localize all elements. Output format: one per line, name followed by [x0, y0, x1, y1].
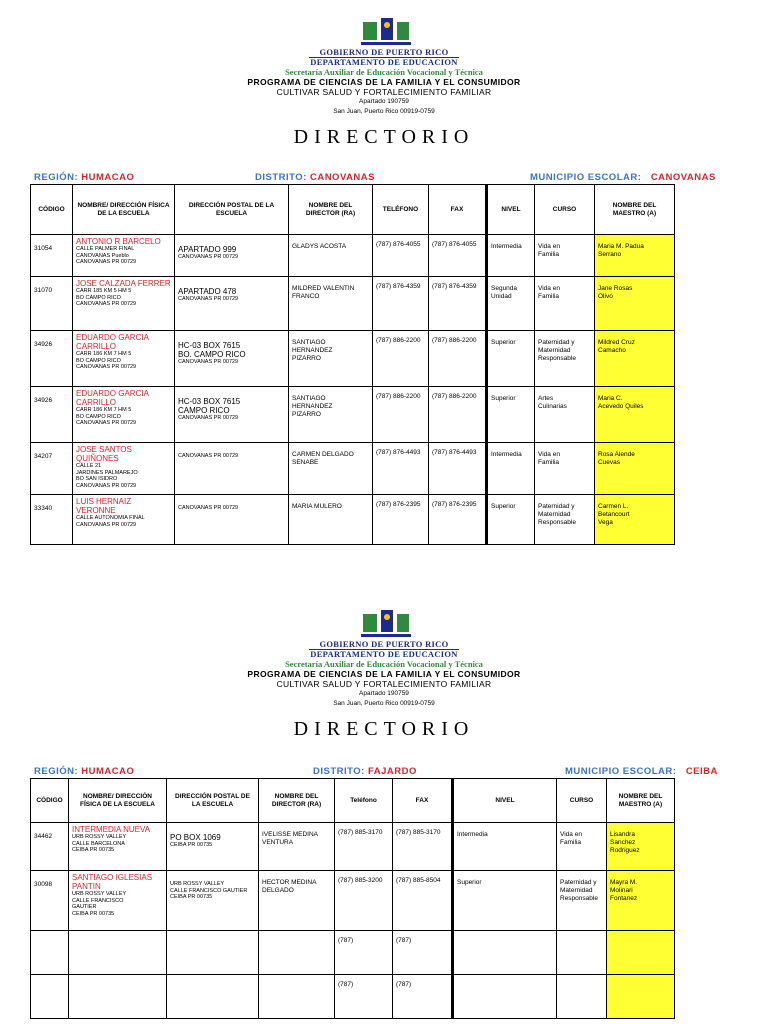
maestro-value: Mildred Cruz Camacho — [595, 331, 675, 387]
gov-title: GOBIERNO DE PUERTO RICO — [319, 47, 449, 57]
fax-value: (787) 885-3170 — [393, 823, 453, 871]
nivel-value: Intermedia — [487, 235, 535, 277]
postal-city: CANOVANAS PR 00729 — [178, 359, 239, 365]
school-cell — [69, 871, 167, 931]
fax-value: (787) — [393, 975, 453, 1019]
col-codigo: CÓDIGO — [31, 779, 69, 823]
postal-cell — [167, 823, 259, 871]
postal-city: CANOVANAS PR 00729 — [178, 296, 239, 302]
col-director: NOMBRE DEL DIRECTOR (RA) — [259, 779, 335, 823]
department-logo-icon — [359, 608, 413, 640]
telefono-value: (787) 876-4359 — [373, 277, 429, 331]
telefono-value: (787) 876-4493 — [373, 443, 429, 495]
fax-value: (787) 876-4055 — [429, 235, 487, 277]
school-code — [31, 931, 69, 975]
nivel-value: Superior — [453, 871, 557, 931]
municipio-label-1: MUNICIPIO ESCOLAR: CANOVANAS — [530, 172, 716, 183]
fax-value: (787) 885-8504 — [393, 871, 453, 931]
telefono-value: (787) — [335, 931, 393, 975]
school-cell — [73, 387, 175, 443]
school-cell — [69, 931, 167, 975]
postal-cell — [175, 443, 289, 495]
col-fax: FAX — [393, 779, 453, 823]
postal-city: URB ROSSY VALLEY CALLE FRANCISCO GAUTIER CEIBA PR 00735 — [170, 881, 248, 900]
col-nivel: NIVEL — [453, 779, 557, 823]
telefono-value: (787) 885-3170 — [335, 823, 393, 871]
distrito-value-2: FAJARDO — [367, 766, 417, 777]
table-row — [31, 277, 675, 331]
director-name: SANTIAGO HERNANDEZ PIZARRO — [289, 387, 373, 443]
postal-city: CANOVANAS PR 00729 — [178, 254, 239, 260]
curso-value — [557, 975, 607, 1019]
col-curso: CURSO — [535, 185, 595, 235]
nivel-value: Intermedia — [453, 823, 557, 871]
cultivar-subtitle: CULTIVAR SALUD Y FORTALECIMIENTO FAMILIAR — [276, 87, 492, 97]
postal-address: PO BOX 1069 — [170, 833, 221, 842]
table-row — [31, 443, 675, 495]
department-logo-icon — [359, 16, 413, 48]
fax-value: (787) 886-2200 — [429, 387, 487, 443]
school-name: ANTONIO R BARCELO — [76, 237, 161, 246]
school-code: 34926 — [31, 331, 73, 387]
region-value-1: HUMACAO — [81, 172, 135, 183]
curso-value: Artes Culinarias — [535, 387, 595, 443]
school-address: CARR 186 KM 7 HM 5 BO CAMPO RICO CANOVANAS PR 00729 — [76, 351, 137, 370]
school-address: CARR 185 KM 5 HM 5 BO CAMPO RICO CANOVANAS PR 00729 — [76, 288, 137, 307]
school-cell — [69, 975, 167, 1019]
maestro-value: Maria C. Acevedo Quiles — [595, 387, 675, 443]
curso-value: Vida en Familia — [557, 823, 607, 871]
nivel-value: Superior — [487, 387, 535, 443]
col-postal: DIRECCIÓN POSTAL DE LA ESCUELA — [167, 779, 259, 823]
col-nombre: NOMBRE/ DIRECCIÓN FÍSICA DE LA ESCUELA — [73, 185, 175, 235]
dept-title: DEPARTAMENTO DE EDUCACION — [310, 57, 458, 67]
ciudad-text: San Juan, Puerto Rico 00919-0759 — [333, 700, 435, 707]
nivel-value: Superior — [487, 331, 535, 387]
secretaria-title: Secretaría Auxiliar de Educación Vocacional y Técnica — [285, 659, 483, 669]
director-name — [259, 975, 335, 1019]
col-nivel: NIVEL — [487, 185, 535, 235]
curso-value: Vida en Familia — [535, 235, 595, 277]
table-row — [31, 823, 675, 871]
postal-cell — [175, 277, 289, 331]
telefono-value: (787) 886-2200 — [373, 387, 429, 443]
municipio-value-1: CANOVANAS — [650, 172, 716, 183]
telefono-value: (787) — [335, 975, 393, 1019]
postal-cell — [175, 495, 289, 545]
region-label-2: REGIÓN: HUMACAO — [34, 766, 135, 777]
fax-value: (787) 876-4359 — [429, 277, 487, 331]
col-curso: CURSO — [557, 779, 607, 823]
postal-address: APARTADO 478 — [178, 287, 237, 296]
secretaria-title: Secretaría Auxiliar de Educación Vocacional y Técnica — [285, 67, 483, 77]
school-code: 31054 — [31, 235, 73, 277]
postal-cell — [167, 975, 259, 1019]
col-telefono: TELÉFONO — [373, 185, 429, 235]
school-name: JOSE CALZADA FERRER — [76, 279, 171, 288]
nivel-value — [453, 931, 557, 975]
maestro-value — [607, 931, 675, 975]
table-row — [31, 931, 675, 975]
director-name: MARIA MULERO — [289, 495, 373, 545]
school-code: 34462 — [31, 823, 69, 871]
school-address: CALLE PALMER FINAL CANOVANAS Pueblo CANOVANAS PR 00729 — [76, 246, 137, 265]
curso-value: Paternidad y Maternidad Responsable — [535, 331, 595, 387]
school-cell — [73, 495, 175, 545]
col-director: NOMBRE DEL DIRECTOR (RA) — [289, 185, 373, 235]
col-maestro: NOMBRE DEL MAESTRO (A) — [607, 779, 675, 823]
distrito-label-2: DISTRITO: FAJARDO — [313, 766, 417, 777]
postal-cell — [175, 331, 289, 387]
apartado-text: Apartado 190759 — [359, 98, 409, 105]
fax-value: (787) 886-2200 — [429, 331, 487, 387]
programa-title: PROGRAMA DE CIENCIAS DE LA FAMILIA Y EL CONSUMIDOR — [247, 77, 521, 87]
telefono-value: (787) 876-4055 — [373, 235, 429, 277]
postal-address: HC-03 BOX 7615 BO. CAMPO RICO — [178, 341, 246, 359]
director-name: IVELISSE MEDINA VENTURA — [259, 823, 335, 871]
school-address: CARR 186 KM 7 HM 5 BO CAMPO RICO CANOVANAS PR 00729 — [76, 407, 137, 426]
director-name — [259, 931, 335, 975]
fax-value: (787) 876-4493 — [429, 443, 487, 495]
directorio-title: DIRECTORIO — [293, 718, 475, 740]
maestro-value: Jane Rosas Olivo — [595, 277, 675, 331]
table-row — [31, 871, 675, 931]
directory-table-2 — [30, 778, 675, 1019]
table-row — [31, 387, 675, 443]
table-row — [31, 495, 675, 545]
maestro-value: Carmen L. Betancourt Vega — [595, 495, 675, 545]
school-code: 34207 — [31, 443, 73, 495]
postal-cell — [175, 387, 289, 443]
col-codigo: CÓDIGO — [31, 185, 73, 235]
postal-city: CEIBA PR 00735 — [170, 842, 213, 848]
postal-cell — [167, 871, 259, 931]
distrito-value-1: CANOVANAS — [309, 172, 375, 183]
school-code: 31070 — [31, 277, 73, 331]
maestro-value: Rosa Alende Cuevas — [595, 443, 675, 495]
postal-address: APARTADO 999 — [178, 245, 237, 254]
municipio-label-2: MUNICIPIO ESCOLAR: CEIBA — [565, 766, 718, 777]
dept-title: DEPARTAMENTO DE EDUCACION — [310, 649, 458, 659]
nivel-value — [453, 975, 557, 1019]
col-fax: FAX — [429, 185, 487, 235]
school-address: URB ROSSY VALLEY CALLE BARCELONA CEIBA PR 00735 — [72, 834, 127, 853]
apartado-text: Apartado 190759 — [359, 690, 409, 697]
fax-value: (787) 876-2395 — [429, 495, 487, 545]
gov-title: GOBIERNO DE PUERTO RICO — [319, 639, 449, 649]
table-row — [31, 331, 675, 387]
school-name: EDUARDO GARCIA CARRILLO — [76, 333, 149, 351]
nivel-value: Segunda Unidad — [487, 277, 535, 331]
distrito-label-1: DISTRITO: CANOVANAS — [255, 172, 375, 183]
col-maestro: NOMBRE DEL MAESTRO (A) — [595, 185, 675, 235]
postal-cell — [167, 931, 259, 975]
telefono-value: (787) 876-2395 — [373, 495, 429, 545]
col-telefono: Teléfono — [335, 779, 393, 823]
school-cell — [69, 823, 167, 871]
director-name: GLADYS ACOSTA — [289, 235, 373, 277]
school-code: 34926 — [31, 387, 73, 443]
directory-table-1 — [30, 184, 675, 545]
director-name: HECTOR MEDINA DELGADO — [259, 871, 335, 931]
director-name: CARMEN DELGADO SENABE — [289, 443, 373, 495]
nivel-value: Intermedia — [487, 443, 535, 495]
school-cell — [73, 277, 175, 331]
directorio-title: DIRECTORIO — [293, 126, 475, 148]
postal-address: HC-03 BOX 7615 CAMPO RICO — [178, 397, 241, 415]
school-code: 33340 — [31, 495, 73, 545]
telefono-value: (787) 886-2200 — [373, 331, 429, 387]
nivel-value: Superior — [487, 495, 535, 545]
curso-value: Vida en Familia — [535, 277, 595, 331]
region-value-2: HUMACAO — [81, 766, 135, 777]
director-name: SANTIAGO HERNANDEZ PIZARRO — [289, 331, 373, 387]
programa-title: PROGRAMA DE CIENCIAS DE LA FAMILIA Y EL CONSUMIDOR — [247, 669, 521, 679]
curso-value — [557, 931, 607, 975]
school-name: INTERMEDIA NUEVA — [72, 825, 151, 834]
maestro-value: Maria M. Padua Serrano — [595, 235, 675, 277]
postal-city: CANOVANAS PR 00729 — [178, 415, 239, 421]
school-address: CALLE AUTONOMIA FINAL CANOVANAS PR 00729 — [76, 515, 145, 528]
maestro-value: Mayra M. Molinari Fontanez — [607, 871, 675, 931]
school-cell — [73, 331, 175, 387]
table-row — [31, 975, 675, 1019]
table-row — [31, 235, 675, 277]
school-cell — [73, 235, 175, 277]
school-name: LUIS HERNAIZ VERONNE — [76, 497, 132, 515]
postal-city: CANOVANAS PR 00729 — [178, 453, 239, 459]
fax-value: (787) — [393, 931, 453, 975]
curso-value: Paternidad y Maternidad Responsable — [535, 495, 595, 545]
postal-city: CANOVANAS PR 00729 — [178, 505, 239, 511]
ciudad-text: San Juan, Puerto Rico 00919-0759 — [333, 108, 435, 115]
postal-cell — [175, 235, 289, 277]
school-code — [31, 975, 69, 1019]
school-name: JOSE SANTOS QUIÑONES — [76, 445, 132, 463]
director-name: MILDRED VALENTIN FRANCO — [289, 277, 373, 331]
col-nombre: NOMBRE/ DIRECCIÓN FÍSICA DE LA ESCUELA — [69, 779, 167, 823]
school-cell — [73, 443, 175, 495]
cultivar-subtitle: CULTIVAR SALUD Y FORTALECIMIENTO FAMILIAR — [276, 679, 492, 689]
telefono-value: (787) 885-3200 — [335, 871, 393, 931]
curso-value: Paternidad y Maternidad Responsable — [557, 871, 607, 931]
maestro-value: Lisandra Sanchez Rodriguez — [607, 823, 675, 871]
curso-value: Vida en Familia — [535, 443, 595, 495]
school-name: EDUARDO GARCIA CARRILLO — [76, 389, 149, 407]
school-address: URB ROSSY VALLEY CALLE FRANCISCO GAUTIER CEIBA PR 00735 — [72, 891, 127, 917]
school-name: SANTIAGO IGLESIAS PANTIN — [72, 873, 153, 891]
region-label-1: REGIÓN: HUMACAO — [34, 172, 135, 183]
school-code: 30098 — [31, 871, 69, 931]
school-address: CALLE 21 JARDINES PALMAREJO BO SAN ISIDRO CANOVANAS PR 00729 — [76, 463, 138, 489]
maestro-value — [607, 975, 675, 1019]
col-postal: DIRECCIÓN POSTAL DE LA ESCUELA — [175, 185, 289, 235]
municipio-value-2: CEIBA — [685, 766, 718, 777]
